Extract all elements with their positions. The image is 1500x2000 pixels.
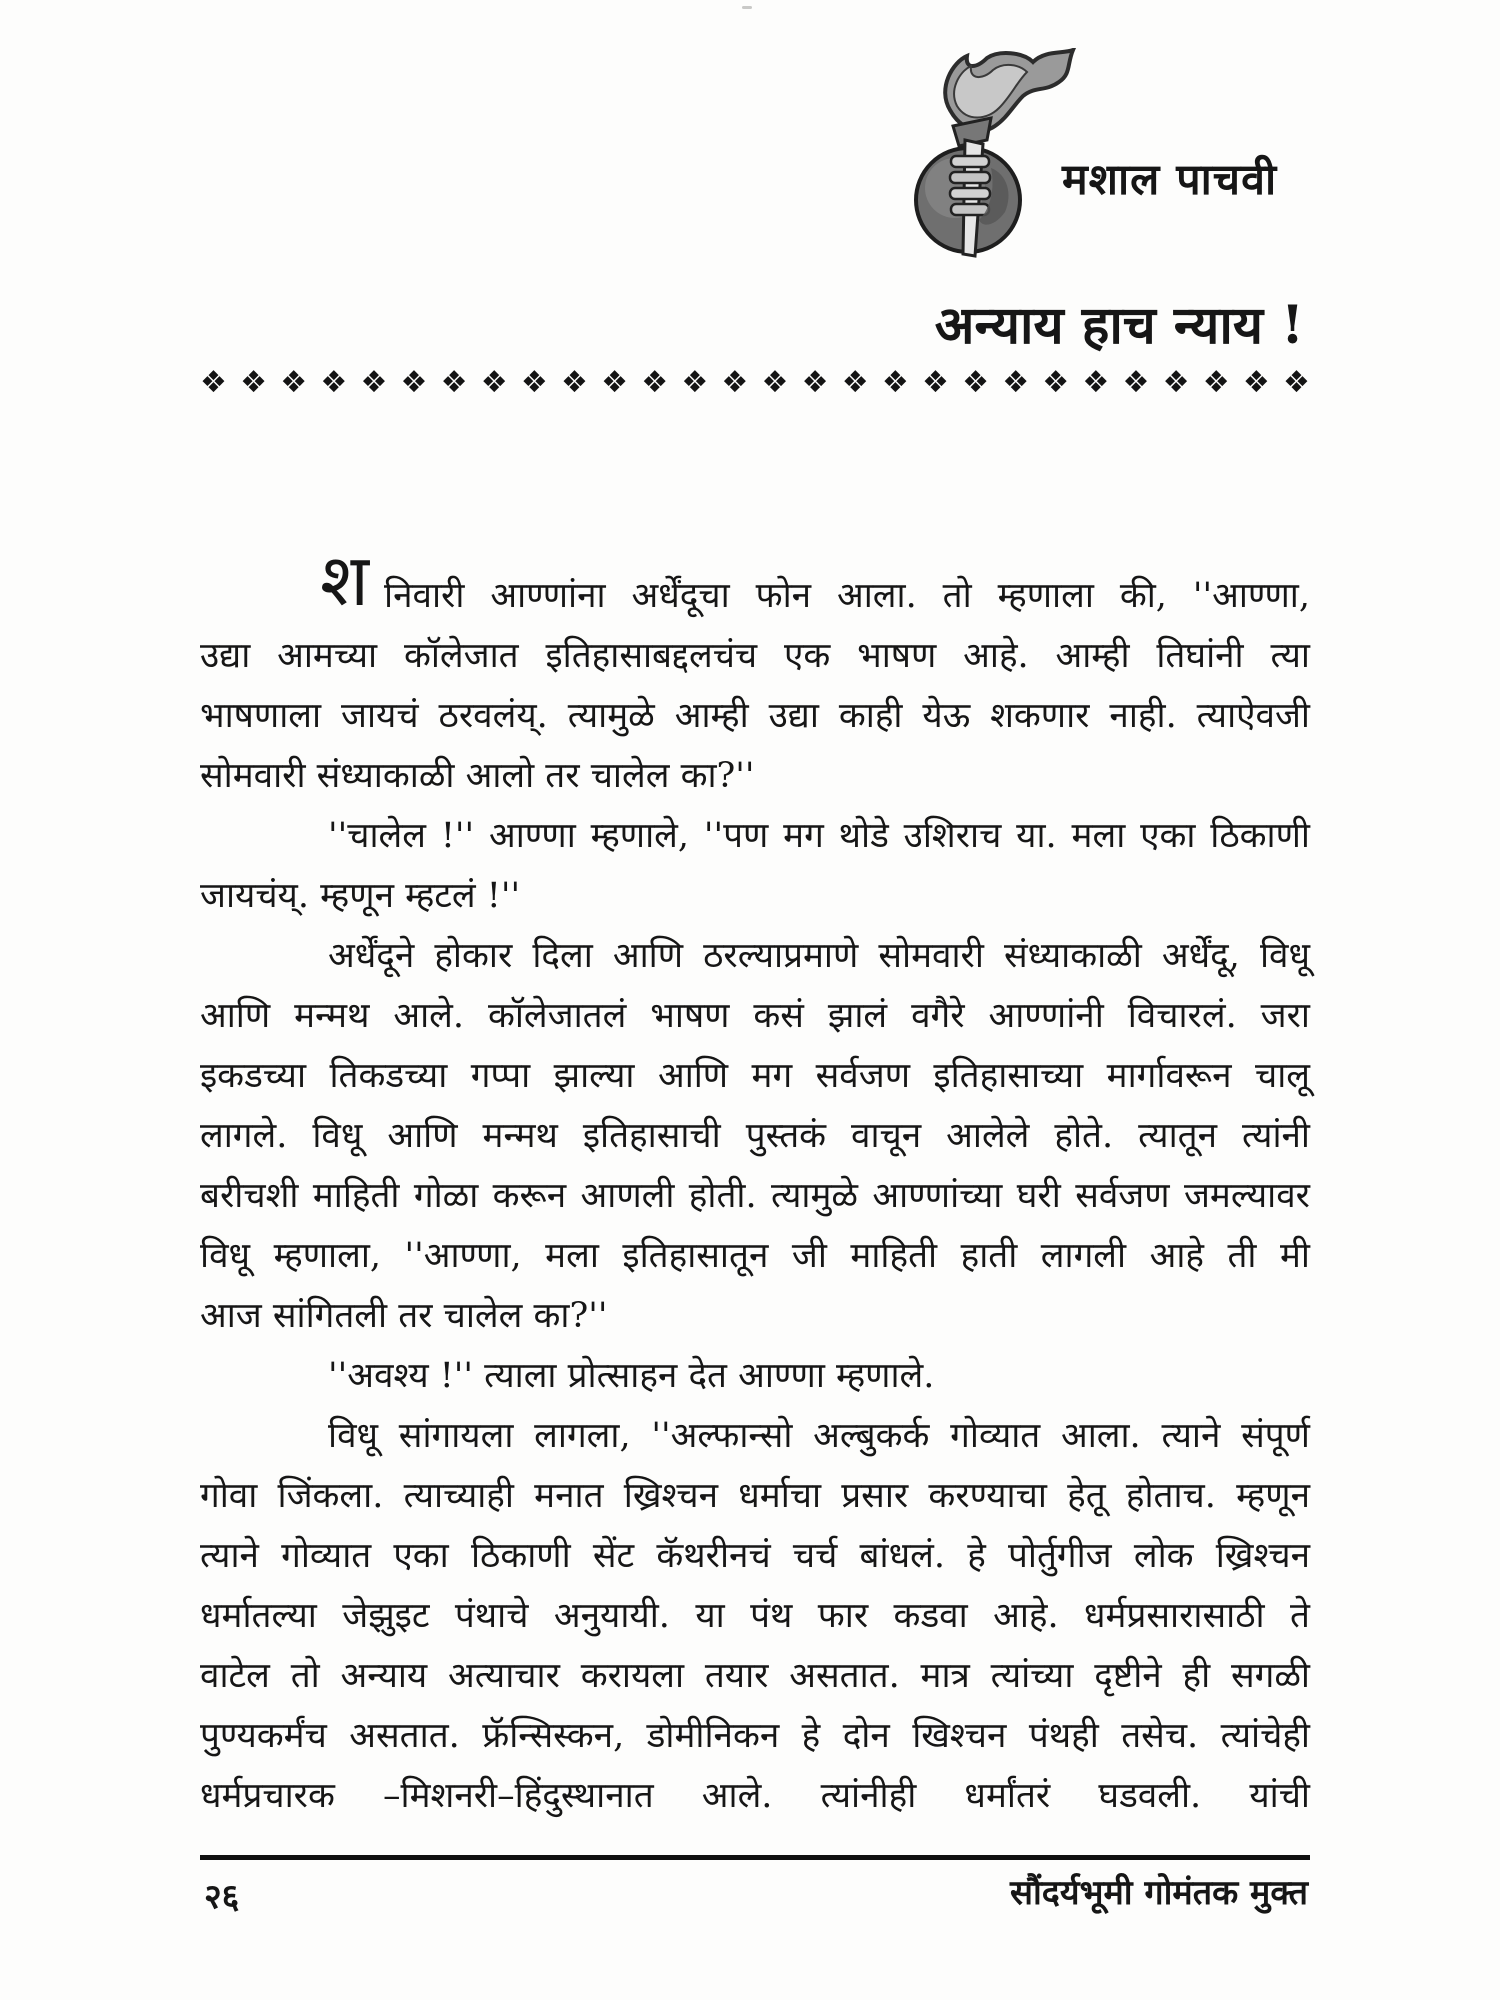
body-line: पुण्यकर्मंच असतात. फ्रॅन्सिस्कन, डोमीनिकन हे दोन खिश्चन पंथही तसेच. त्यांचेही [200, 1716, 1310, 1756]
ornament-glyph: ❖ [641, 365, 669, 400]
series-title: मशाल पाचवी [1062, 155, 1278, 205]
page-number: २६ [204, 1877, 240, 1917]
ornament-glyph: ❖ [200, 365, 227, 400]
ornament-glyph: ❖ [1162, 365, 1190, 400]
body-line: विधू म्हणाला, ''आण्णा, मला इतिहासातून जी माहिती हाती लागली आहे ती मी [200, 1236, 1310, 1276]
ornament-glyph: ❖ [1282, 365, 1310, 400]
body-line: आणि मन्मथ आले. कॉलेजातलं भाषण कसं झालं वगैरे आण्णांनी विचारलं. जरा [200, 996, 1310, 1036]
chapter-title: अन्याय हाच न्याय ! [934, 295, 1304, 356]
body-text [200, 538, 1310, 1826]
ornament-glyph: ❖ [480, 365, 508, 400]
ornament-glyph: ❖ [761, 365, 789, 400]
ornament-glyph: ❖ [280, 365, 308, 400]
body-line: इकडच्या तिकडच्या गप्पा झाल्या आणि मग सर्वजण इतिहासाच्या मार्गावरून चालू [200, 1056, 1310, 1096]
body-line: त्याने गोव्यात एका ठिकाणी सेंट कॅथरीनचं चर्च बांधलं. हे पोर्तुगीज लोक ख्रिश्चन [200, 1536, 1310, 1576]
ornament-glyph: ❖ [320, 365, 348, 400]
scan-artifact [742, 6, 752, 9]
ornament-glyph: ❖ [440, 365, 468, 400]
ornament-glyph: ❖ [881, 365, 909, 400]
body-line: धर्मप्रचारक –मिशनरी–हिंदुस्थानात आले. त्यांनीही धर्मांतरं घडवली. यांची [200, 1776, 1310, 1816]
ornament-glyph: ❖ [1122, 365, 1150, 400]
body-line: विधू सांगायला लागला, ''अल्फान्सो अल्बुकर्क गोव्यात आला. त्याने संपूर्ण [328, 1416, 1310, 1456]
body-line: जायचंय्. म्हणून म्हटलं !'' [200, 876, 521, 916]
body-line: आज सांगितली तर चालेल का?'' [200, 1296, 608, 1336]
body-line: उद्या आमच्या कॉलेजात इतिहासाबद्दलचंच एक भाषण आहे. आम्ही तिघांनी त्या [200, 636, 1310, 676]
ornament-glyph: ❖ [962, 365, 989, 400]
ornament-glyph: ❖ [601, 365, 628, 400]
footer-rule [200, 1855, 1310, 1860]
body-line: गोवा जिंकला. त्याच्याही मनात ख्रिश्चन धर्माचा प्रसार करण्याचा हेतू होताच. म्हणून [200, 1476, 1310, 1516]
ornament-glyph: ❖ [400, 365, 428, 400]
ornament-glyph: ❖ [681, 365, 709, 400]
body-line: धर्मातल्या जेझुइट पंथाचे अनुयायी. या पंथ फार कडवा आहे. धर्मप्रसारासाठी ते [200, 1596, 1310, 1636]
body-line: ''चालेल !'' आण्णा म्हणाले, ''पण मग थोडे उशिराच या. मला एका ठिकाणी [328, 816, 1310, 856]
body-line: बरीचशी माहिती गोळा करून आणली होती. त्यामुळे आण्णांच्या घरी सर्वजण जमल्यावर [200, 1176, 1310, 1216]
ornament-glyph: ❖ [1082, 365, 1110, 400]
torch-logo-icon [895, 48, 1080, 263]
ornament-glyph: ❖ [721, 365, 749, 400]
ornament-glyph: ❖ [240, 365, 268, 400]
ornament-glyph: ❖ [801, 365, 829, 400]
ornament-glyph: ❖ [520, 365, 548, 400]
body-line: वाटेल तो अन्याय अत्याचार करायला तयार असतात. मात्र त्यांच्या दृष्टीने ही सगळी [200, 1656, 1310, 1696]
body-line: लागले. विधू आणि मन्मथ इतिहासाची पुस्तकं वाचून आलेले होते. त्यातून त्यांनी [200, 1116, 1310, 1156]
ornament-glyph: ❖ [360, 365, 388, 400]
ornament-glyph: ❖ [1042, 365, 1070, 400]
body-line: ''अवश्य !'' त्याला प्रोत्साहन देत आण्णा म्हणाले. [328, 1356, 935, 1396]
body-line: सोमवारी संध्याकाळी आलो तर चालेल का?'' [200, 756, 755, 796]
ornament-divider [200, 366, 1310, 400]
ornament-glyph: ❖ [560, 365, 588, 400]
torch-icon [895, 48, 1080, 263]
body-line: श निवारी आण्णांना अर्धेंदूचा फोन आला. तो म्हणाला की, ''आण्णा, [320, 538, 1310, 622]
drop-cap: श [320, 538, 369, 622]
ornament-glyph: ❖ [1202, 365, 1230, 400]
body-line: अर्धेंदूने होकार दिला आणि ठरल्याप्रमाणे सोमवारी संध्याकाळी अर्धेंदू, विधू [328, 936, 1310, 976]
ornament-glyph: ❖ [1242, 365, 1270, 400]
book-title: सौंदर्यभूमी गोमंतक मुक्त [1010, 1873, 1308, 1913]
ornament-glyph: ❖ [1002, 365, 1030, 400]
ornament-glyph: ❖ [841, 365, 869, 400]
body-line: भाषणाला जायचं ठरवलंय्. त्यामुळे आम्ही उद्या काही येऊ शकणार नाही. त्याऐवजी [200, 696, 1310, 736]
ornament-glyph: ❖ [921, 365, 949, 400]
